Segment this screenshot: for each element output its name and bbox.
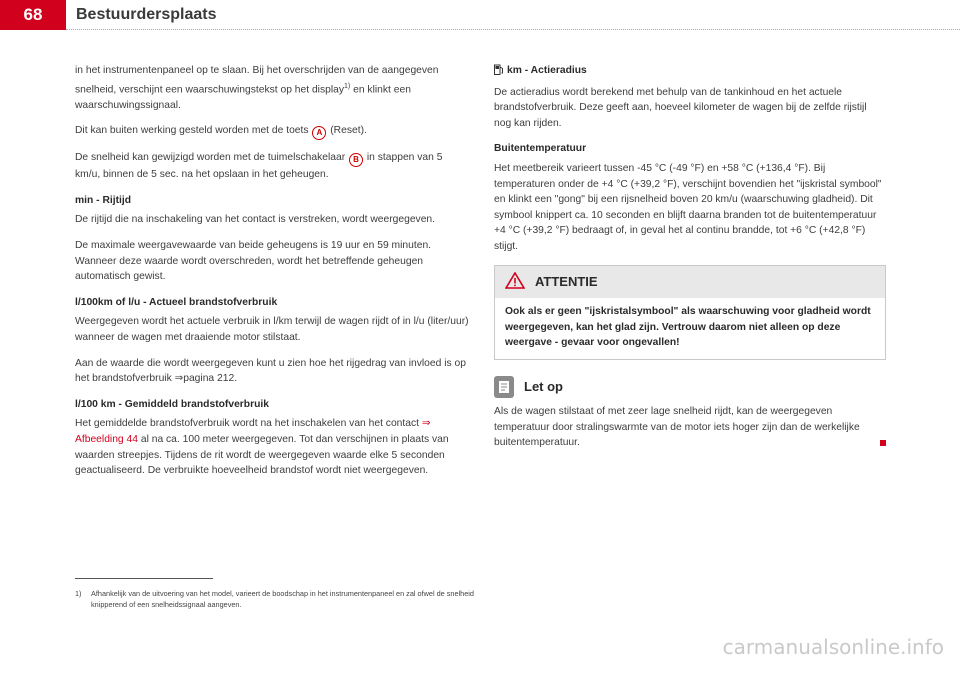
footnote-divider xyxy=(75,578,213,579)
paragraph-max-value: De maximale weergavewaarde van beide geheugens is 19 uur en 59 minuten. Wanneer deze waarde wordt overschreden, wordt het betreffende geheugen automatisch gewist. xyxy=(75,239,432,283)
paragraph-driving-time: De rijtijd die na inschakeling van het contact is verstreken, wordt weergegeven. xyxy=(75,214,436,226)
left-column xyxy=(75,63,470,489)
heading-driving-time: min - Rijtijd xyxy=(75,194,132,206)
page-title: Bestuurdersplaats xyxy=(76,6,217,23)
paragraph-rocker: De snelheid kan gewijzigd worden met de tuimelschakelaar B in stappen van 5 km/u, binnen de 5 sec. na het opslaan in het geheugen. xyxy=(75,152,443,181)
heading-outside-temperature: Buitentemperatuur xyxy=(494,143,587,155)
paragraph-average-consumption: Het gemiddelde brandstofverbruik wordt na het inschakelen van het contact ⇒ Afbeelding 44 al na ca. 100 meter weergegeven. Tot dan verschijnen in plaats van waarden streepjes. Tijdens de rit wordt de weergegeven waarde elke 5 seconden geactualiseerd. De verbruikte hoeveelheid brandstof wordt niet weergegeven. xyxy=(75,418,449,477)
paragraph-range: De actieradius wordt berekend met behulp van de tankinhoud en het actuele brandstofverbruik. Deze geeft aan, hoeveel kilometer de wagen bij de zelfde rijstijl nog kan rijden. xyxy=(494,86,867,129)
heading-range: km - Actieradius xyxy=(494,63,886,81)
note-header xyxy=(494,376,886,398)
footnote-mark: 1) xyxy=(75,589,82,598)
heading-actual-consumption: l/100km of l/u - Actueel brandstofverbruik xyxy=(75,296,278,308)
warning-title: ATTENTIE xyxy=(535,274,598,290)
paragraph-speed-warning: in het instrumentenpaneel op te slaan. Bij het overschrijden van de aangegeven snelheid, verschijnt een waarschuwingstekst op het display$^{1)}$ en klinkt een waarschuwingssignaal. xyxy=(75,65,439,111)
key-b-icon: B xyxy=(349,153,363,167)
page-number: 68 xyxy=(0,0,66,30)
footnote xyxy=(75,588,475,610)
warning-header xyxy=(495,266,885,299)
warning-triangle-icon xyxy=(505,272,535,293)
paragraph-note: Als de wagen stilstaat of met zeer lage snelheid rijdt, kan de weergegeven temperatuur door stralingswarmte van de motor iets hoger zijn dan de werkelijke buitentemperatuur. xyxy=(494,404,886,451)
footnote-text: Afhankelijk van de uitvoering van het model, varieert de boodschap in het instrumentenpaneel en zal ofwel de snelheid knipperend of een snelheidssignaal aangeven. xyxy=(91,589,474,609)
right-column xyxy=(494,63,886,461)
page-header xyxy=(0,0,960,30)
section-end-marker xyxy=(880,440,886,446)
page-reference-link[interactable]: ⇒pagina 212 xyxy=(174,373,235,385)
figure-reference-link[interactable]: ⇒ Afbeelding 44 xyxy=(75,418,431,445)
info-note-icon xyxy=(494,376,514,398)
header-divider xyxy=(66,29,960,30)
warning-text: Ook als er geen "ijskristalsymbool" als waarschuwing voor gladheid wordt weergegeven, kan het glad zijn. Vertrouw daarom niet alleen op deze weergave - gevaar voor ongevallen! xyxy=(505,306,871,349)
warning-box xyxy=(494,265,886,360)
footnote-ref[interactable]: 1) xyxy=(344,82,351,90)
watermark: carmanualsonline.info xyxy=(722,635,944,659)
fuel-pump-icon xyxy=(494,64,504,81)
key-a-icon: A xyxy=(312,126,326,140)
note-title: Let op xyxy=(524,379,563,395)
paragraph-outside-temperature: Het meetbereik varieert tussen -45 °C (-49 °F) en +58 °C (+136,4 °F). Bij temperaturen onder de +4 °C (+39,2 °F), verschijnt bovendien het "ijskristal symbool" en klinkt een "gong" bij een rijsnelheid boven 20 km/u (waarschuwing gladheid). Dit symbool knippert ca. 10 seconden en blijft daarna branden tot de buitentemperatuur +4 °C (+39,2 °F) bedraagt of, in geval het al continu brandde, tot +6 °C (+42,8 °F) stijgt. xyxy=(494,162,882,252)
heading-average-consumption: l/100 km - Gemiddeld brandstofverbruik xyxy=(75,398,269,410)
paragraph-actual-consumption: Weergegeven wordt het actuele verbruik in l/km terwijl de wagen rijdt of in l/u (liter/uur) wanneer de wagen met draaiende motor stilstaat. xyxy=(75,316,469,343)
paragraph-reset: Dit kan buiten werking gesteld worden met de toets A (Reset). xyxy=(75,123,470,140)
paragraph-driving-behaviour: Aan de waarde die wordt weergegeven kunt u zien hoe het rijgedrag van invloed is op het brandstofverbruik ⇒pagina 212. xyxy=(75,357,466,385)
